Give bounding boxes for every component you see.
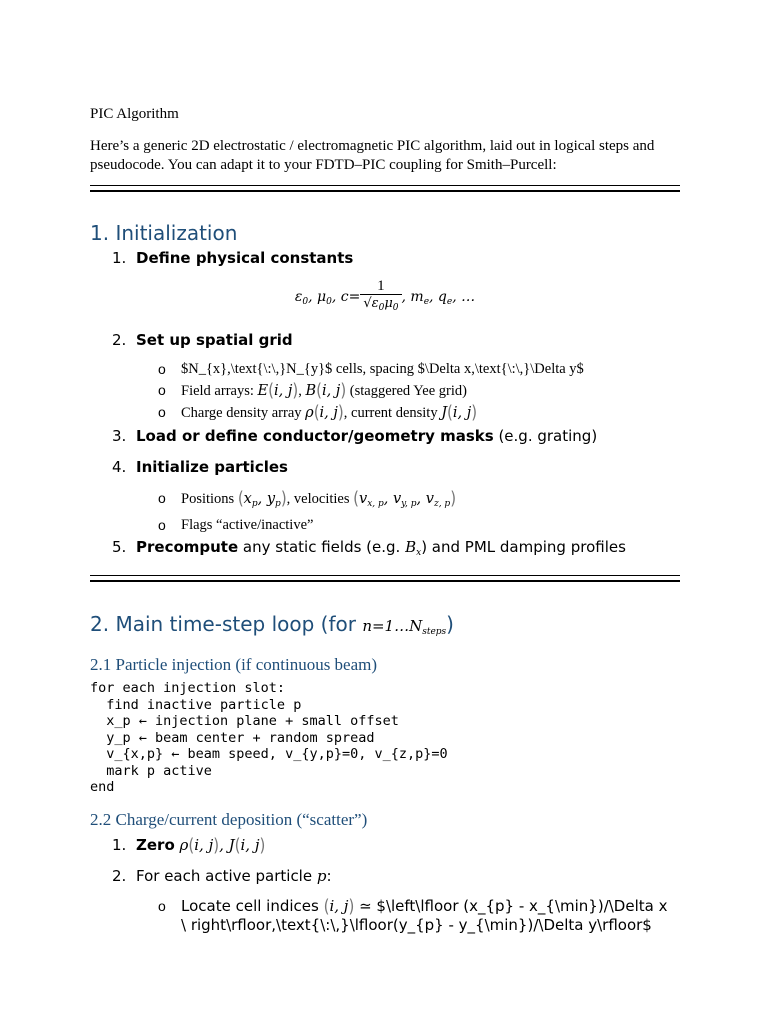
heading-suffix: ): [446, 612, 454, 636]
section-divider: [90, 575, 680, 582]
bullet-prefix: Charge density array: [181, 405, 306, 421]
step-title: Set up spatial grid: [136, 331, 293, 349]
particle-bullet-positions: [90, 488, 680, 515]
list-number: 3.: [112, 427, 127, 445]
list-number: 2.: [112, 331, 127, 349]
deposit-step-each-particle: 2. For each active particle p:: [112, 866, 332, 885]
list-number: 5.: [112, 538, 127, 556]
equation-rhs: , $m_e$, $q_e$, …: [401, 288, 476, 307]
deposit-step-zero: [90, 835, 680, 855]
bullet-marker: o: [158, 897, 166, 914]
step-title: Initialize particles: [136, 458, 288, 476]
bullet-marker: o: [158, 382, 166, 398]
bullet-mid: , current density: [343, 405, 442, 421]
position-symbol: ($x_p$, $y_p$): [237, 487, 287, 509]
init-step-constants: [90, 248, 680, 268]
loop-range-symbol: $n=1\dots N_{steps}$: [362, 617, 447, 637]
field-E-symbol: E(i, j): [257, 379, 299, 401]
init-step-precompute: [90, 537, 680, 563]
bullet-marker: o: [158, 361, 166, 377]
bullet-marker: o: [158, 404, 166, 420]
particle-bullet-flags: [90, 515, 680, 536]
init-step-masks: [90, 426, 680, 446]
section-divider: [90, 185, 680, 192]
init-step-particles: [90, 457, 680, 477]
bullet-marker: o: [158, 490, 166, 506]
locate-cell-bullet: [90, 894, 680, 935]
step-title: Zero: [136, 835, 175, 854]
list-number: 1.: [112, 835, 127, 854]
section-heading-initialization: 1. Initialization: [90, 221, 238, 245]
step-title: Precompute: [136, 538, 239, 556]
injection-pseudocode: for each injection slot: find inactive particle p x_p ← injection plane + small offset y_p ← beam center + random spread v_{x,p} ← beam speed, v_{y,p}=0, v_{z,p}=0 mark p active end: [90, 680, 448, 795]
document-page: [90, 104, 680, 935]
list-number: 2.: [112, 866, 127, 885]
rho-symbol: ρ(i, j): [305, 401, 344, 423]
list-number: 1.: [112, 249, 127, 267]
velocity-symbol: ($v_{x, p}$, $v_{y, p}$, $v_{z, p}$): [353, 487, 457, 509]
step-rest-b: ) and PML damping profiles: [421, 538, 626, 556]
equation-constants: [90, 278, 680, 320]
cell-index-symbol: (i, j): [323, 894, 355, 917]
bullet-mid: , velocities: [286, 491, 354, 507]
zero-symbols: ρ(i, j), J(i, j): [179, 833, 266, 856]
J-symbol: J(i, j): [441, 401, 478, 423]
intro-paragraph: Here’s a generic 2D electrostatic / electromagnetic PIC algorithm, laid out in logical steps and pseudocode. You can adapt it to your FDTD–PIC coupling for Smith–Purcell:: [90, 138, 655, 173]
document-title: PIC Algorithm: [90, 106, 179, 122]
init-step-grid: [90, 330, 680, 350]
bullet-prefix: Locate cell indices: [181, 896, 324, 915]
grid-bullet-fields: o Field arrays: E(i, j), B(i, j) (staggered Yee grid): [158, 379, 467, 401]
bullet-prefix: Field arrays:: [181, 383, 258, 399]
particle-symbol: p: [316, 866, 327, 885]
step-text: For each active particle: [136, 866, 317, 885]
bullet-text: $N_{x},\text{\:\,}N_{y}$ cells, spacing $\Delta x,\text{\:\,}\Delta y$: [181, 361, 584, 377]
subsection-injection: 2.1 Particle injection (if continuous beam): [90, 655, 378, 674]
step-rest: (e.g. grating): [493, 427, 598, 445]
grid-bullet-cells: [90, 359, 680, 380]
field-B-symbol: B(i, j): [305, 379, 347, 401]
step-title: Define physical constants: [136, 249, 354, 267]
grid-bullet-density: [90, 402, 680, 424]
Bx-symbol: $B_x$: [405, 538, 422, 558]
section-heading-main-loop: [90, 611, 680, 645]
step-title: Load or define conductor/geometry masks: [136, 427, 494, 445]
bullet-prefix: Positions: [181, 491, 238, 507]
equation-lhs: $\varepsilon_0$, $\mu_0$, c=: [294, 288, 361, 307]
list-number: 4.: [112, 458, 127, 476]
heading-prefix: 2. Main time-step loop (for: [90, 612, 363, 636]
subsection-deposition: 2.2 Charge/current deposition (“scatter”): [90, 809, 368, 829]
bullet-text: ≃ $\left\lfloor (x_{p} - x_{\min})/\Delta x \ right\rfloor,\text{\:\,}\lfloor(y_{p} - y_{\min})/\Delta y\rfloor$: [181, 896, 668, 934]
bullet-text: Flags “active/inactive”: [181, 517, 314, 533]
step-rest-a: any static fields (e.g.: [238, 538, 406, 556]
bullet-suffix: (staggered Yee grid): [346, 383, 467, 399]
equation-fraction: $\frac{1}{√\varepsilon_0\mu_0}$: [360, 278, 401, 317]
bullet-marker: o: [158, 517, 166, 533]
